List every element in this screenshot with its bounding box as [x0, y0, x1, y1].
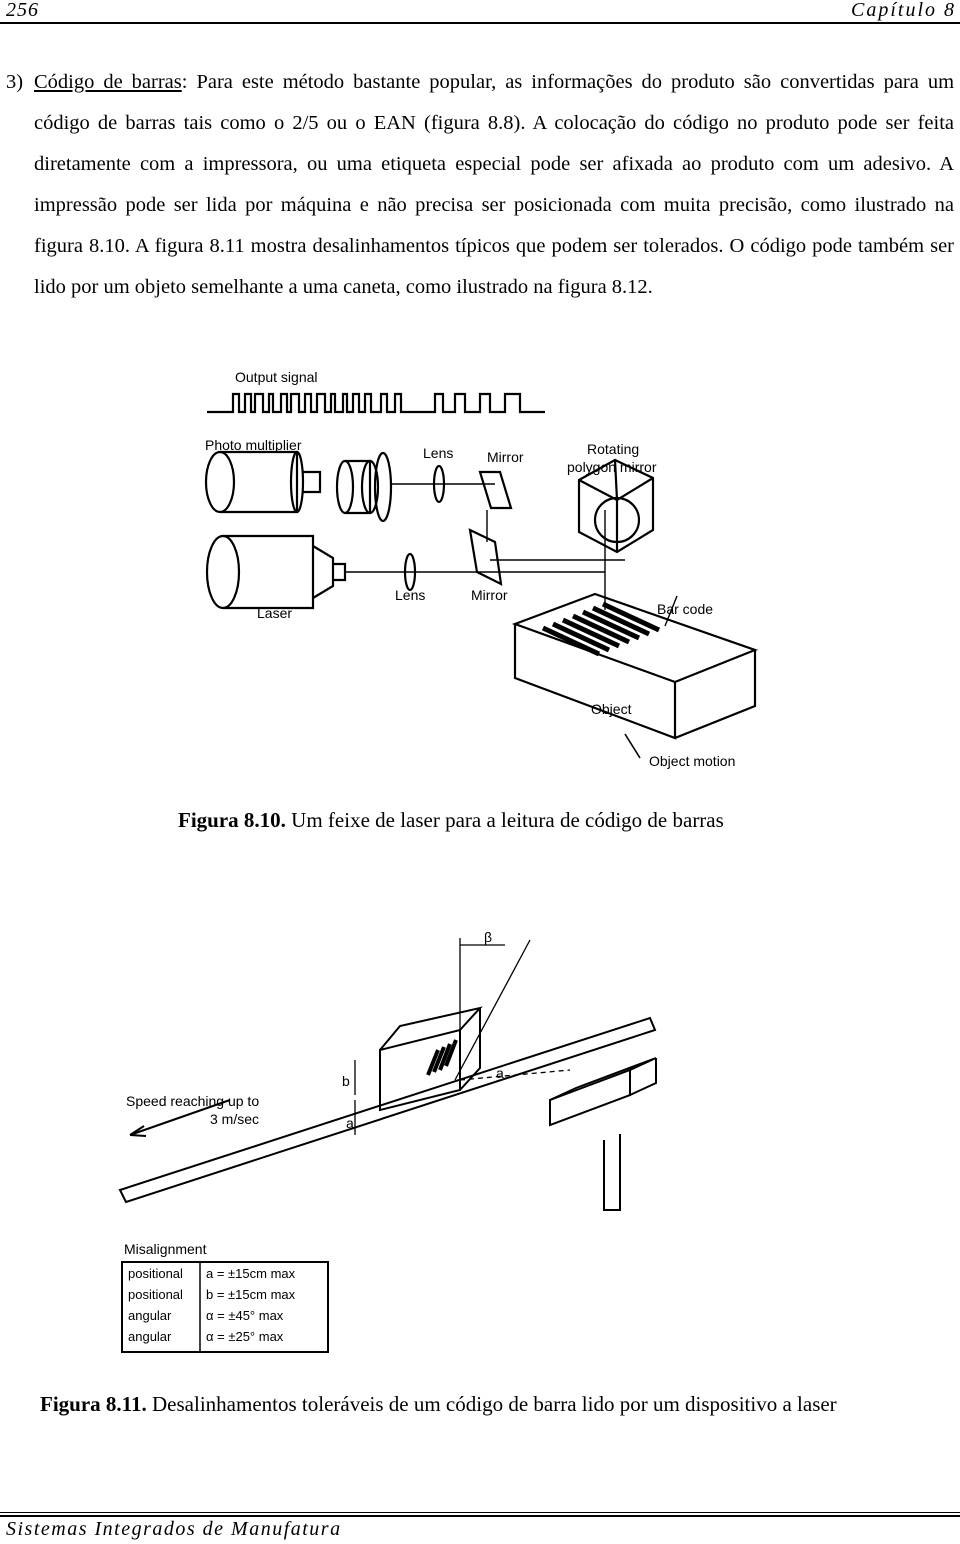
table-cell-type: angular [128, 1329, 172, 1344]
lens-top-label: Lens [423, 445, 454, 461]
figure-number-1: Figura 8.10. [178, 808, 286, 832]
table-cell-value: a = ±15cm max [206, 1266, 296, 1281]
figure-number-2: Figura 8.11. [40, 1392, 147, 1416]
object-box-icon [515, 594, 755, 738]
b-label: b [342, 1073, 350, 1089]
body-paragraph [6, 62, 954, 308]
figure-caption-1 [178, 808, 724, 833]
misalignment-title: Misalignment [124, 1241, 207, 1257]
misalignment-table [122, 1262, 328, 1352]
a-right-label: a [496, 1065, 504, 1081]
bar-code-label: Bar code [657, 601, 714, 617]
object-motion-label: Object motion [649, 753, 736, 769]
figure-text-1: Um feixe de laser para a leitura de código de barras [285, 808, 724, 832]
barcode-icon [543, 604, 659, 654]
item-number: 3) [6, 71, 24, 93]
footer-title: Sistemas Integrados de Manufatura [6, 1518, 342, 1540]
misalignment-figure [110, 920, 750, 1360]
photo-multiplier-icon [206, 452, 391, 521]
lens-bottom-label: Lens [395, 587, 426, 603]
table-cell-value: b = ±15cm max [206, 1287, 296, 1302]
section-term: Código de barras [34, 71, 182, 93]
figure-caption-2 [40, 1392, 837, 1417]
speed-label-2: 3 m/sec [210, 1111, 260, 1127]
mirror-bottom-label: Mirror [471, 587, 508, 603]
table-cell-value: α = ±45° max [206, 1308, 284, 1323]
scanner-head-icon [550, 1058, 656, 1210]
table-cell-type: positional [128, 1287, 183, 1302]
page-number: 256 [6, 0, 39, 21]
photo-multiplier-label: Photo multiplier [205, 437, 302, 453]
output-signal-label: Output signal [235, 369, 318, 385]
rotating-label: Rotating [587, 441, 640, 457]
table-cell-type: positional [128, 1266, 183, 1281]
figure-text-2: Desalinhamentos toleráveis de um código de barra lido por um dispositivo a laser [146, 1392, 837, 1416]
object-label: Object [591, 701, 632, 717]
table-cell-value: α = ±25° max [206, 1329, 284, 1344]
laser-label: Laser [257, 605, 293, 621]
a-left-label: a [346, 1115, 354, 1131]
mirror-bottom-icon [470, 530, 501, 584]
object-cube-icon [380, 1008, 480, 1110]
page-header [0, 0, 960, 24]
list-item [6, 62, 954, 308]
mirror-top-label: Mirror [487, 449, 524, 465]
footer-rule [0, 1512, 960, 1513]
mirror-top-icon [480, 472, 511, 508]
barcode-icon-2 [428, 1040, 456, 1075]
polygon-mirror-label: polygon mirror [567, 459, 657, 475]
laser-icon [207, 536, 345, 608]
beta-label: β [484, 929, 493, 945]
section-body: : Para este método bastante popular, as informações do produto são convertidas para um código de barras tais como o 2/5 ou o EAN (figura 8.8). A colocação do código no produto pode ser feita diretamente com a impressora, ou uma etiqueta especial pode ser afixada ao produto com um adesivo. A impressão pode ser lida por máquina e não precisa ser posicionada com muita precisão, como ilustrado na figura 8.10. A figura 8.11 mostra desalinhamentos típicos que podem ser tolerados. O código pode também ser lido por um objeto semelhante a uma caneta, como ilustrado na figura 8.12. [34, 71, 955, 298]
table-cell-type: angular [128, 1308, 172, 1323]
chapter-title: Capítulo 8 [850, 0, 956, 21]
laser-scanner-figure [195, 360, 960, 790]
output-signal-wave [207, 394, 545, 412]
speed-label-1: Speed reaching up to [126, 1093, 260, 1109]
